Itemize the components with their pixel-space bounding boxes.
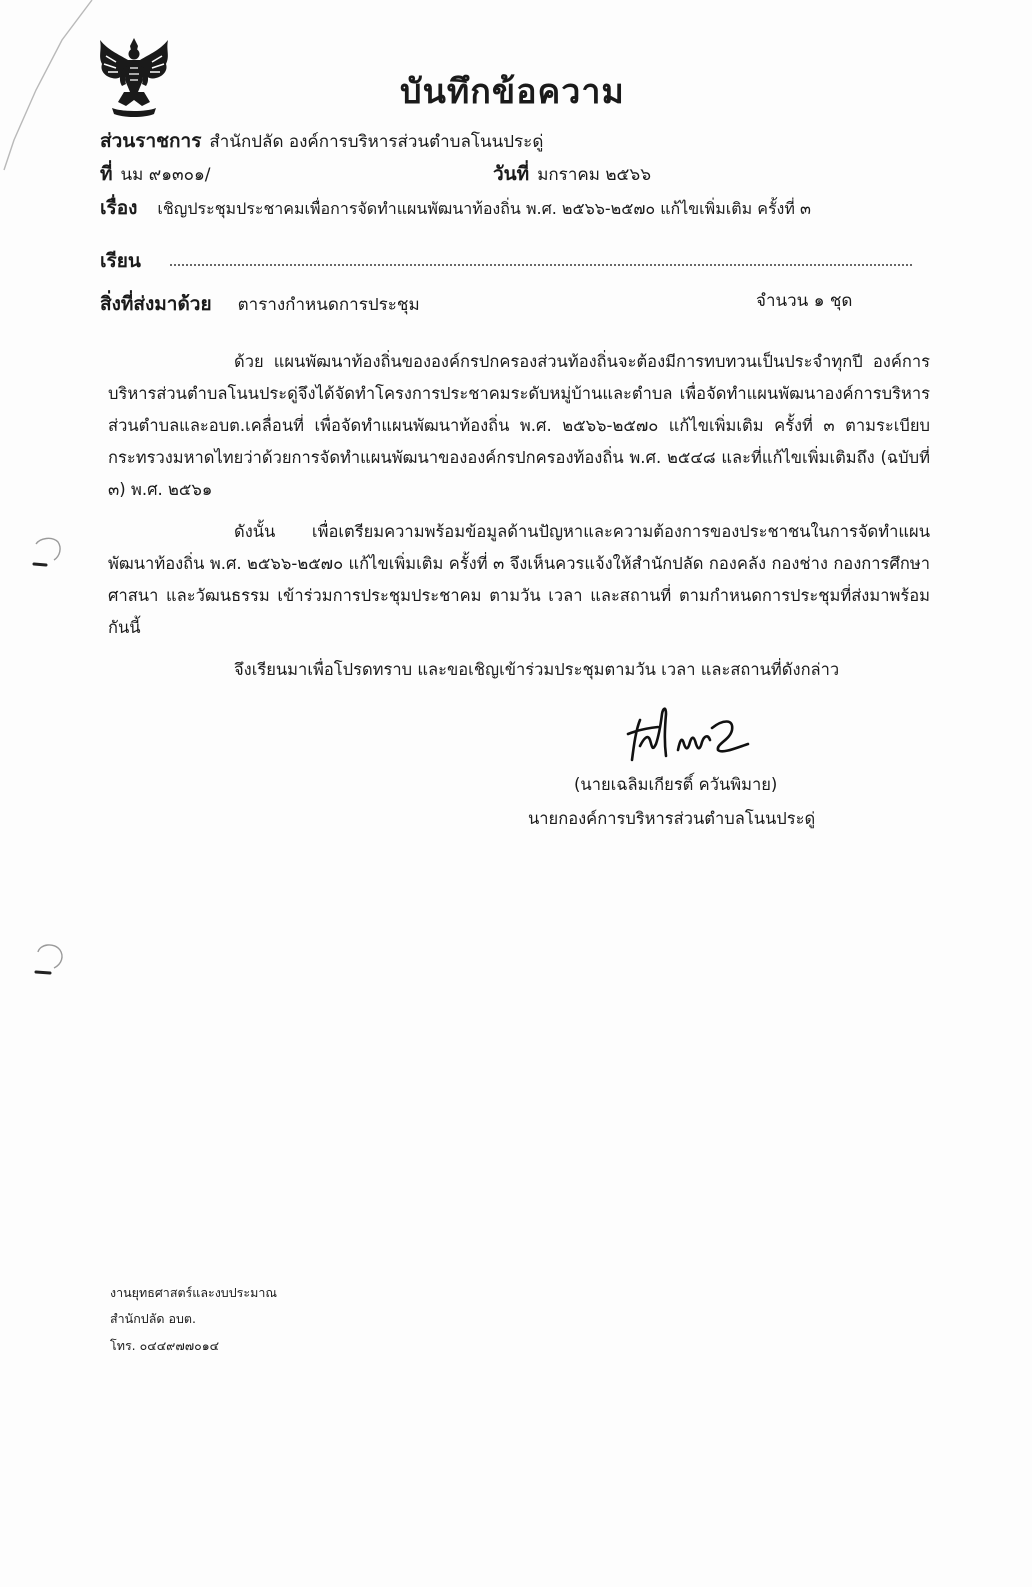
reference-row xyxy=(100,159,211,189)
enclosure-value: ตารางกำหนดการประชุม xyxy=(237,295,420,315)
footer-phone: โทร. ๐๔๔๙๗๗๐๑๔ xyxy=(110,1338,220,1353)
agency-value: สำนักปลัด องค์การบริหารส่วนตำบลโนนประดู่ xyxy=(209,132,544,152)
punch-hole-mark xyxy=(32,940,66,976)
date-row xyxy=(493,159,651,189)
date-value: มกราคม ๒๕๖๖ xyxy=(537,165,651,185)
agency-row xyxy=(100,126,543,156)
garuda-emblem-icon xyxy=(96,36,172,118)
addressee-label: เรียน xyxy=(100,250,141,272)
footer-unit: งานยุทธศาสตร์และงบประมาณ xyxy=(110,1285,277,1300)
agency-label: ส่วนราชการ xyxy=(100,130,202,152)
subject-value: เชิญประชุมประชาคมเพื่อการจัดทำแผนพัฒนาท้องถิ่น พ.ศ. ๒๕๖๖-๒๕๗๐ แก้ไขเพิ่มเติม ครั้งที่ ๓ xyxy=(157,199,811,218)
enclosure-row xyxy=(100,289,420,319)
memo-title: บันทึกข้อความ xyxy=(400,72,625,112)
reference-label: ที่ xyxy=(100,163,113,185)
subject-label: เรื่อง xyxy=(100,197,138,219)
reference-number: นม ๙๑๓๐๑/ xyxy=(120,165,211,185)
signatory-name: (นายเฉลิมเกียรติ์ ควันพิมาย) xyxy=(574,775,778,794)
body-paragraph-3: จึงเรียนมาเพื่อโปรดทราบ และขอเชิญเข้าร่วมประชุมตามวัน เวลา และสถานที่ดังกล่าว xyxy=(234,660,840,679)
handwritten-signature xyxy=(618,700,758,768)
punch-hole-mark xyxy=(30,534,64,570)
addressee-row xyxy=(100,246,149,276)
footer-office: สำนักปลัด อบต. xyxy=(110,1311,196,1326)
addressee-dotted-line xyxy=(170,264,912,266)
date-label: วันที่ xyxy=(493,163,530,185)
subject-row xyxy=(100,193,811,223)
enclosure-label: สิ่งที่ส่งมาด้วย xyxy=(100,293,212,315)
body-paragraph-2: ดังนั้น เพื่อเตรียมความพร้อมข้อมูลด้านปัญหาและความต้องการของประชาชนในการจัดทำแผนพัฒนาท้องถิ่น พ.ศ. ๒๕๖๖-๒๕๗๐ แก้ไขเพิ่มเติม ครั้งที่ ๓ จึงเห็นควรแจ้งให้สำนักปลัด กองคลัง กองช่าง กองการศึกษา ศาสนา และวัฒนธรรม เข้าร่วมการประชุมประชาคม ตามวัน เวลา และสถานที่ ตามกำหนดการประชุมที่ส่งมาพร้อมกันนี้ xyxy=(108,522,930,637)
signatory-position: นายกองค์การบริหารส่วนตำบลโนนประดู่ xyxy=(528,809,816,828)
enclosure-quantity: จำนวน ๑ ชุด xyxy=(756,291,853,311)
body-paragraph-1: ด้วย แผนพัฒนาท้องถิ่นขององค์กรปกครองส่วนท้องถิ่นจะต้องมีการทบทวนเป็นประจำทุกปี องค์การบริหารส่วนตำบลโนนประดู่จึงได้จัดทำโครงการประชาคมระดับหมู่บ้านและตำบล เพื่อจัดทำแผนพัฒนาองค์การบริหารส่วนตำบลและอบต.เคลื่อนที่ เพื่อจัดทำแผนพัฒนาท้องถิ่น พ.ศ. ๒๕๖๖-๒๕๗๐ แก้ไขเพิ่มเติม ครั้งที่ ๓ ตามระเบียบกระทรวงมหาดไทยว่าด้วยการจัดทำแผนพัฒนาขององค์กรปกครองท้องถิ่น พ.ศ. ๒๕๔๘ และที่แก้ไขเพิ่มเติมถึง (ฉบับที่ ๓) พ.ศ. ๒๕๖๑ xyxy=(108,352,930,499)
